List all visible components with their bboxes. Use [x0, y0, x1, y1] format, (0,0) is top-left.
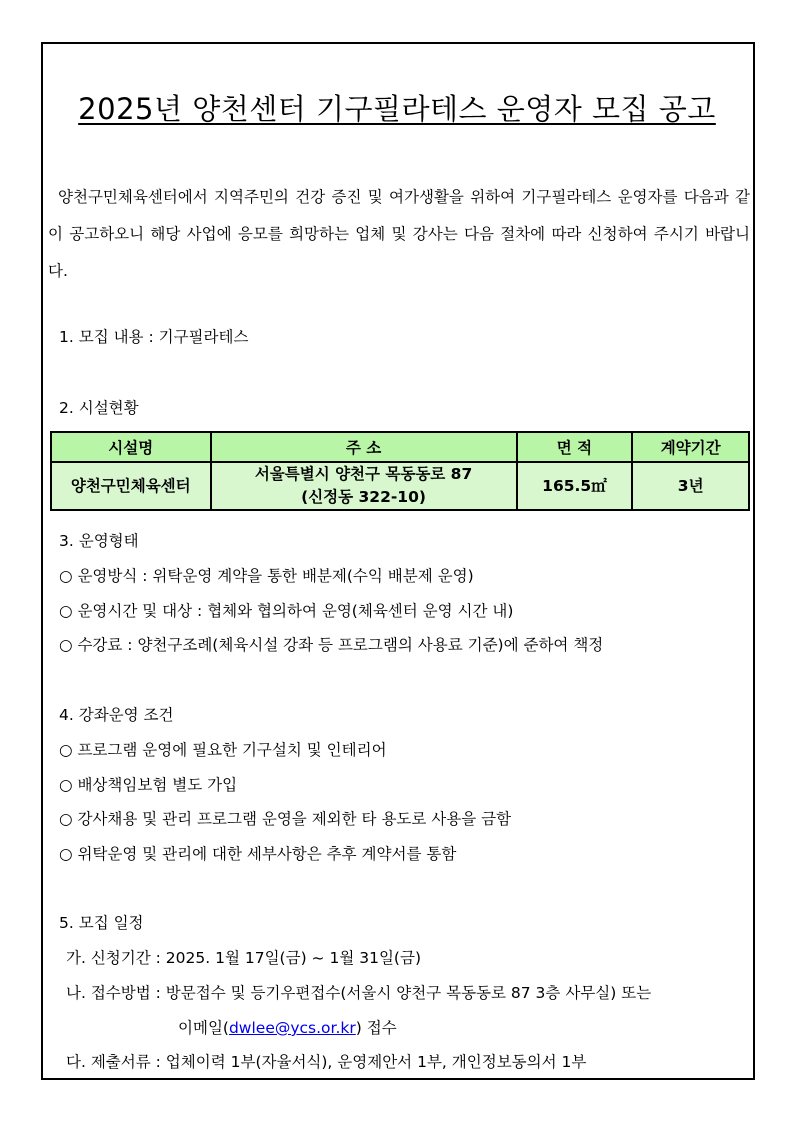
- submission-method: 나. 접수방법 : 방문접수 및 등기우편접수(서울시 양천구 목동동로 87 3층 사무실) 또는: [66, 984, 652, 1002]
- section-4-item: ○ 강사채용 및 관리 프로그램 운영을 제외한 타 용도로 사용을 금함: [59, 810, 512, 828]
- email-suffix: ) 접수: [355, 1019, 397, 1037]
- header-address: 주 소: [211, 432, 517, 462]
- header-area: 면 적: [517, 432, 633, 462]
- section-4-item: ○ 위탁운영 및 관리에 대한 세부사항은 추후 계약서를 통함: [59, 845, 457, 863]
- intro-paragraph: 양천구민체육센터에서 지역주민의 건강 증진 및 여가생활을 위하여 기구필라테스 운영자를 다음과 같이 공고하오니 해당 사업에 응모를 희망하는 업체 및 강사는 다음 절차에 따라 신청하여 주시기 바랍니다.: [48, 188, 750, 280]
- section-1-heading: 1. 모집 내용 : 기구필라테스: [59, 328, 249, 346]
- section-3-item: ○ 수강료 : 양천구조례(체육시설 강좌 등 프로그램의 사용료 기준)에 준하여 책정: [59, 636, 604, 654]
- section-3-heading: 3. 운영형태: [59, 532, 139, 550]
- section-3-item: ○ 운영시간 및 대상 : 협체와 협의하여 운영(체육센터 운영 시간 내): [59, 602, 514, 620]
- address-line-2: (신정동 322-10): [301, 488, 426, 506]
- cell-contract-period: 3년: [632, 462, 749, 510]
- table-header-row: [51, 432, 749, 462]
- cell-area: 165.5㎡: [517, 462, 633, 510]
- email-prefix: 이메일(: [178, 1019, 229, 1037]
- section-5-heading: 5. 모집 일정: [59, 914, 144, 932]
- required-documents: 다. 제출서류 : 업체이력 1부(자율서식), 운영제안서 1부, 개인정보동의서 1부: [66, 1053, 587, 1071]
- application-period: 가. 신청기간 : 2025. 1월 17일(금) ~ 1월 31일(금): [66, 949, 421, 967]
- section-4-item: ○ 배상책임보험 별도 가입: [59, 776, 238, 794]
- email-link[interactable]: dwlee@ycs.or.kr: [228, 1019, 356, 1037]
- header-contract-period: 계약기간: [632, 432, 749, 462]
- submission-method-email-line: [178, 1016, 397, 1038]
- table-row: [51, 462, 749, 510]
- section-4-item: ○ 프로그램 운영에 필요한 기구설치 및 인테리어: [59, 741, 387, 759]
- facility-table: [50, 431, 750, 511]
- header-facility-name: 시설명: [51, 432, 211, 462]
- section-3-item: ○ 운영방식 : 위탁운영 계약을 통한 배분제(수익 배분제 운영): [59, 567, 474, 585]
- section-2-heading: 2. 시설현황: [59, 399, 139, 417]
- page-title: 2025년 양천센터 기구필라테스 운영자 모집 공고: [78, 92, 716, 126]
- cell-address: [211, 462, 517, 510]
- cell-facility-name: 양천구민체육센터: [51, 462, 211, 510]
- address-line-1: 서울특별시 양천구 목동동로 87: [254, 465, 473, 483]
- section-4-heading: 4. 강좌운영 조건: [59, 706, 174, 724]
